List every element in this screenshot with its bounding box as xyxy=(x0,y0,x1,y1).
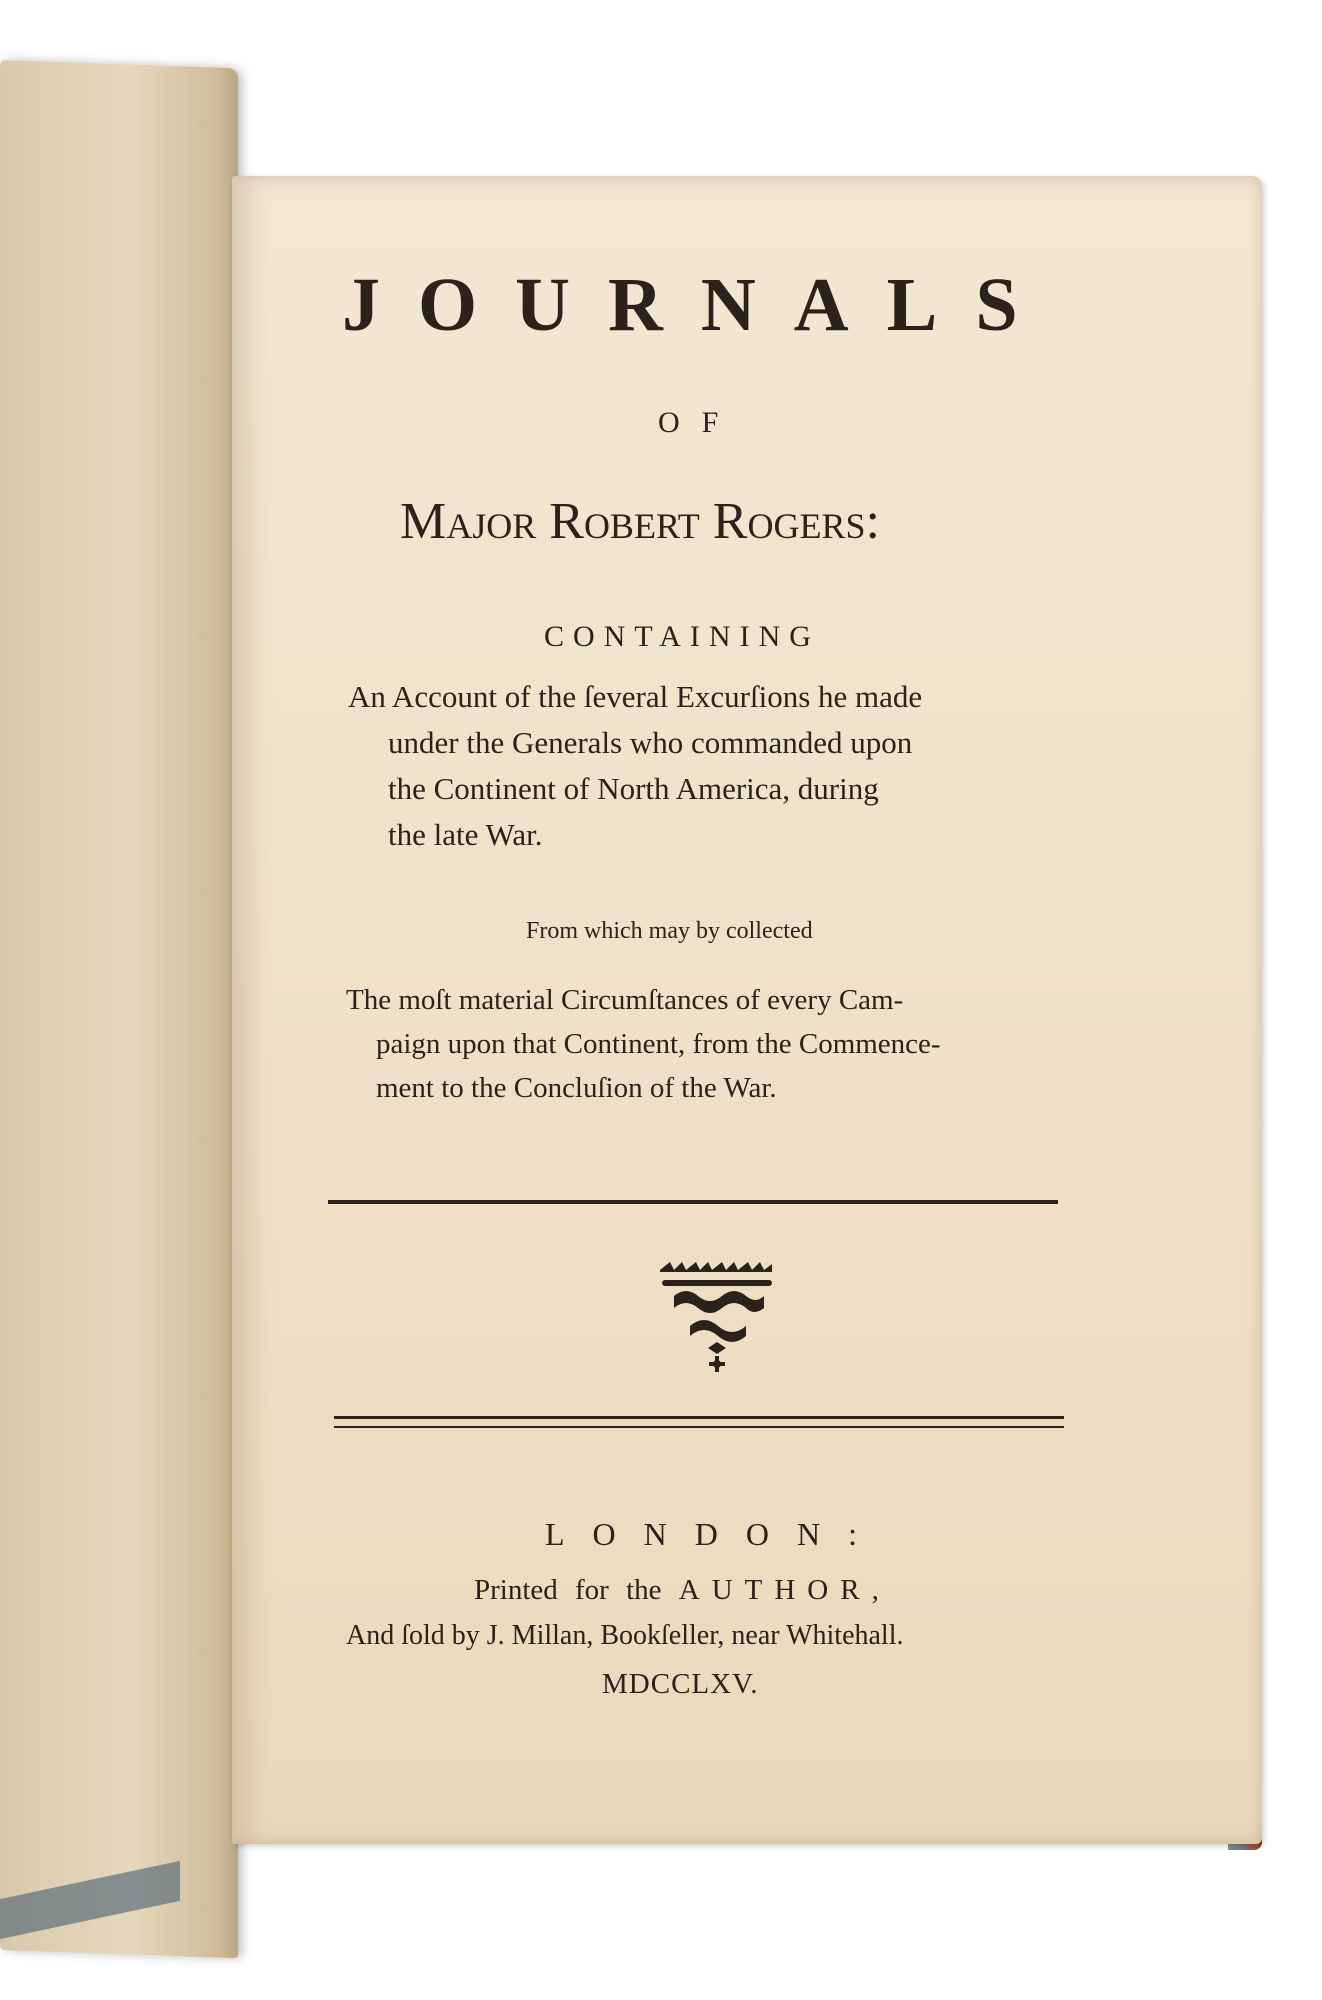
circumstances-line: ment to the Concluſion of the War. xyxy=(376,1072,777,1104)
account-line: the late War. xyxy=(388,817,543,852)
imprint-date: MDCCLXV. xyxy=(602,1668,759,1700)
account-paragraph xyxy=(348,674,922,858)
containing-heading: CONTAINING xyxy=(544,620,820,653)
title-page xyxy=(232,176,1262,1844)
book-title: JOURNALS xyxy=(342,263,1056,347)
printed-for-text: Printed for the xyxy=(474,1574,662,1606)
imprint-city: LONDON: xyxy=(545,1516,885,1552)
circumstances-line: paign upon that Continent, from the Commence- xyxy=(376,1028,941,1060)
account-line: the Continent of North America, during xyxy=(388,771,879,806)
collected-line: From which may by collected xyxy=(526,918,813,944)
circumstances-paragraph xyxy=(346,978,941,1110)
printed-author: AUTHOR, xyxy=(678,1574,891,1606)
sold-by-line: And ſold by J. Millan, Bookſeller, near Whitehall. xyxy=(346,1620,904,1651)
author-line: Major Robert Rogers: xyxy=(400,493,880,550)
printers-ornament-icon xyxy=(652,1256,782,1376)
lower-rule-thick xyxy=(334,1416,1064,1419)
lower-rule-thin xyxy=(334,1426,1064,1428)
circumstances-line: The moſt material Circumſtances of every Cam- xyxy=(346,984,904,1016)
account-line: under the Generals who commanded upon xyxy=(388,725,913,760)
printed-for-line xyxy=(474,1574,891,1607)
upper-rule xyxy=(328,1200,1058,1204)
left-facing-page xyxy=(0,60,238,1958)
account-line: An Account of the ſeveral Excurſions he made xyxy=(348,679,923,714)
title-of: OF xyxy=(658,406,741,439)
